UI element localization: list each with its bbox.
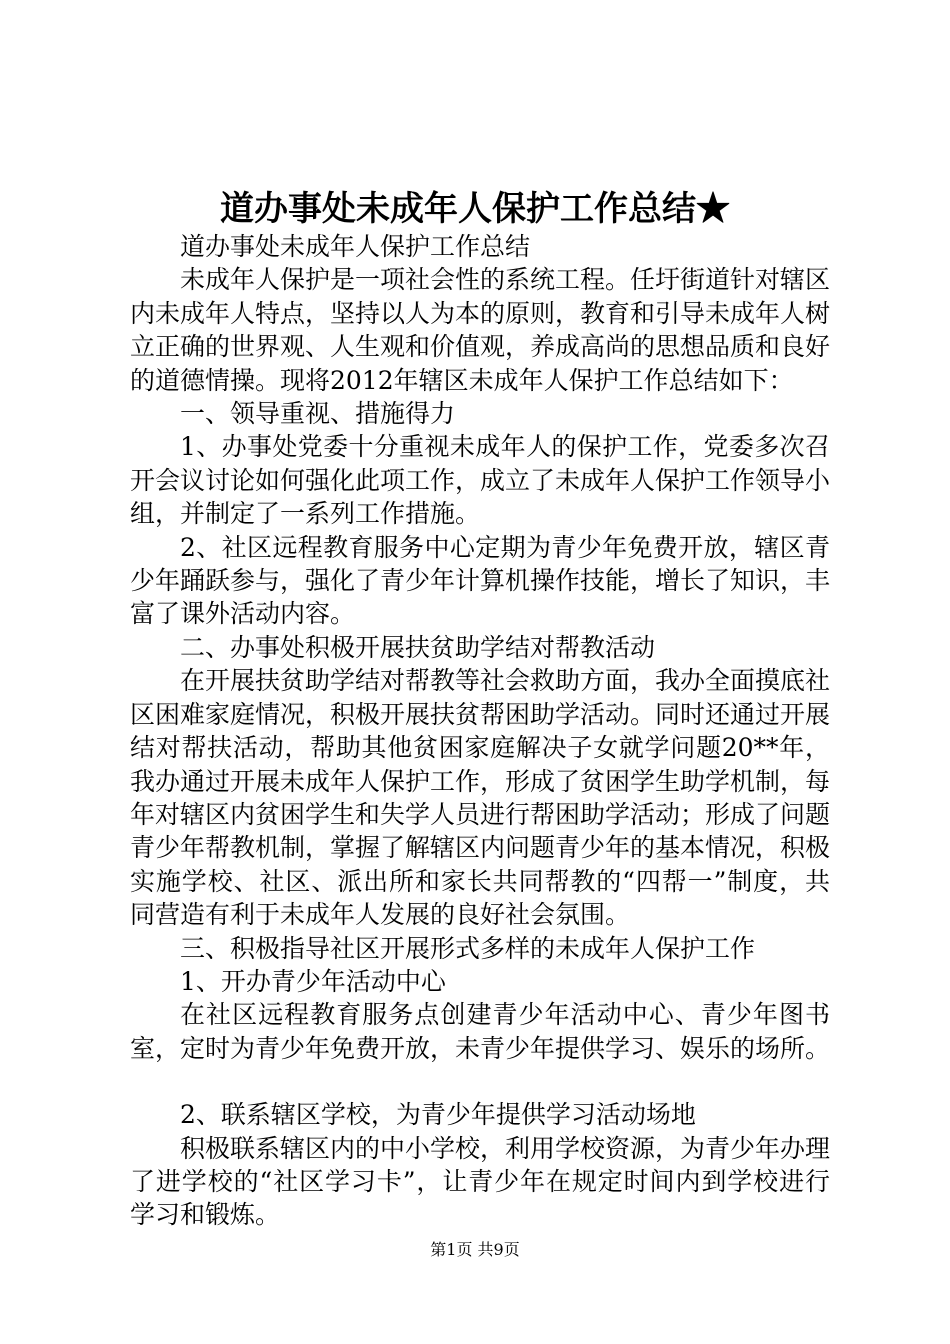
paragraph-intro: 未成年人保护是一项社会性的系统工程。任圩街道针对辖区内未成年人特点，坚持以人为本的原则，教育和引导未成年人树立正确的世界观、人生观和价值观，养成高尚的思想品质和良好的道德情操。现将2012年辖区未成年人保护工作总结如下： — [130, 265, 831, 395]
section-heading-2: 二、办事处积极开展扶贫助学结对帮教活动 — [180, 632, 656, 662]
document-body — [130, 230, 830, 1232]
paragraph-1-2: 2、社区远程教育服务中心定期为青少年免费开放，辖区青少年踊跃参与，强化了青少年计算机操作技能，增长了知识，丰富了课外活动内容。 — [130, 532, 831, 629]
paragraph-1-1: 1、办事处党委十分重视未成年人的保护工作，党委多次召开会议讨论如何强化此项工作，成立了未成年人保护工作领导小组，并制定了一系列工作措施。 — [130, 432, 831, 529]
paragraph-3-1: 在社区远程教育服务点创建青少年活动中心、青少年图书室，定时为青少年免费开放，未青少年提供学习、娱乐的场所。 — [130, 1000, 831, 1063]
paragraph-2: 在开展扶贫助学结对帮教等社会救助方面，我办全面摸底社区困难家庭情况，积极开展扶贫帮困助学活动。同时还通过开展结对帮扶活动，帮助其他贫困家庭解决子女就学问题20**年，我办通过开展未成年人保护工作，形成了贫困学生助学机制，每年对辖区内贫困学生和失学人员进行帮困助学活动；形成了问题青少年帮教机制，掌握了解辖区内问题青少年的基本情况，积极实施学校、社区、派出所和家长共同帮教的“四帮一”制度，共同营造有利于未成年人发展的良好社会氛围。 — [130, 666, 831, 930]
paragraph-subtitle: 道办事处未成年人保护工作总结 — [180, 232, 531, 261]
subsection-heading-3-1: 1、开办青少年活动中心 — [180, 966, 446, 996]
section-heading-3: 三、积极指导社区开展形式多样的未成年人保护工作 — [180, 933, 756, 963]
document-title: 道办事处未成年人保护工作总结★ — [220, 189, 730, 229]
paragraph-3-2: 积极联系辖区内的中小学校，利用学校资源，为青少年办理了进学校的“社区学习卡”，让青少年在规定时间内到学校进行学习和锻炼。 — [130, 1133, 831, 1230]
page-number-footer: 第1页 共9页 — [430, 1240, 520, 1259]
section-heading-1: 一、领导重视、措施得力 — [180, 399, 456, 429]
subsection-heading-3-2: 2、联系辖区学校，为青少年提供学习活动场地 — [180, 1100, 696, 1130]
